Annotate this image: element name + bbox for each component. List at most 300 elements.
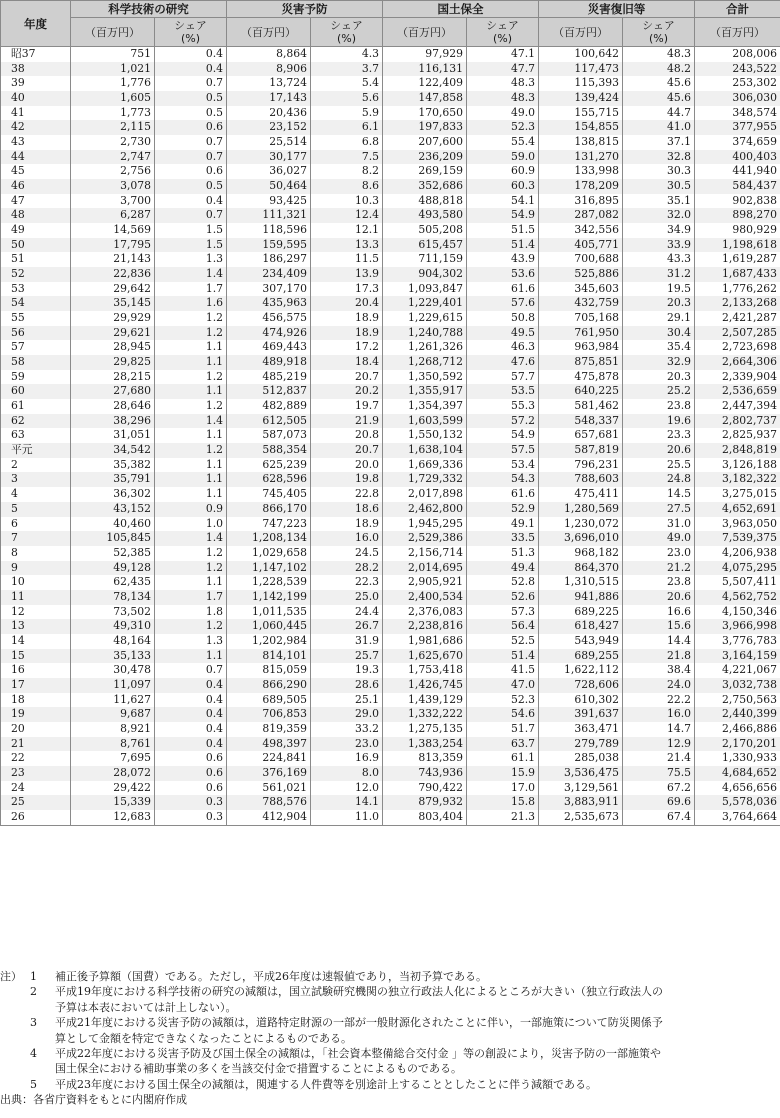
- value-cell: 1,198,618: [695, 238, 780, 253]
- table-row: [1, 502, 780, 517]
- value-cell: 1,330,933: [695, 751, 780, 766]
- value-cell: 14.4: [623, 634, 695, 649]
- value-cell: 1,776: [71, 76, 155, 91]
- value-cell: 10.3: [311, 194, 383, 209]
- value-cell: 18.9: [311, 326, 383, 341]
- value-cell: 1,332,222: [383, 707, 467, 722]
- value-cell: 49.4: [467, 561, 539, 576]
- value-cell: 689,255: [539, 649, 623, 664]
- table-row: [1, 707, 780, 722]
- value-cell: 3,182,322: [695, 472, 780, 487]
- value-cell: 67.2: [623, 781, 695, 796]
- value-cell: 2,536,659: [695, 384, 780, 399]
- table-row: [1, 472, 780, 487]
- value-cell: 50.8: [467, 311, 539, 326]
- value-cell: 902,838: [695, 194, 780, 209]
- table-row: [1, 62, 780, 77]
- value-cell: 1,275,135: [383, 722, 467, 737]
- value-cell: 32.8: [623, 150, 695, 165]
- value-cell: 474,926: [227, 326, 311, 341]
- value-cell: 879,932: [383, 795, 467, 810]
- year-cell: 52: [1, 267, 71, 282]
- value-cell: 1,354,397: [383, 399, 467, 414]
- footnote-prefix: 注）: [0, 970, 22, 983]
- value-cell: 234,409: [227, 267, 311, 282]
- share-header-label: シェア: [330, 19, 363, 32]
- table-row: [1, 751, 780, 766]
- value-cell: 813,359: [383, 751, 467, 766]
- value-cell: 19.7: [311, 399, 383, 414]
- value-cell: 1.5: [155, 238, 227, 253]
- value-cell: 20.7: [311, 443, 383, 458]
- year-cell: 9: [1, 561, 71, 576]
- value-cell: 1.7: [155, 282, 227, 297]
- value-cell: 16.0: [311, 531, 383, 546]
- table-row: [1, 531, 780, 546]
- year-cell: 60: [1, 384, 71, 399]
- value-cell: 29,825: [71, 355, 155, 370]
- value-cell: 47.1: [467, 47, 539, 62]
- year-header: 年度: [1, 1, 71, 47]
- value-cell: 20.6: [623, 590, 695, 605]
- value-cell: 105,845: [71, 531, 155, 546]
- value-cell: 2,535,673: [539, 810, 623, 825]
- value-cell: 1,383,254: [383, 737, 467, 752]
- value-cell: 6,287: [71, 208, 155, 223]
- share-header: [623, 18, 695, 47]
- value-cell: 28.6: [311, 678, 383, 693]
- value-cell: 561,021: [227, 781, 311, 796]
- value-cell: 2,825,937: [695, 428, 780, 443]
- share-header-unit: (%): [648, 32, 669, 45]
- value-cell: 1,029,658: [227, 546, 311, 561]
- value-cell: 29,422: [71, 781, 155, 796]
- value-cell: 29.1: [623, 311, 695, 326]
- value-cell: 788,603: [539, 472, 623, 487]
- value-cell: 118,596: [227, 223, 311, 238]
- value-cell: 3,275,015: [695, 487, 780, 502]
- value-cell: 21.3: [467, 810, 539, 825]
- value-cell: 610,302: [539, 693, 623, 708]
- value-cell: 512,837: [227, 384, 311, 399]
- value-cell: 1,981,686: [383, 634, 467, 649]
- value-cell: 9,687: [71, 707, 155, 722]
- value-cell: 1,638,104: [383, 443, 467, 458]
- year-cell: 平元: [1, 443, 71, 458]
- value-cell: 75.5: [623, 766, 695, 781]
- value-cell: 14.7: [623, 722, 695, 737]
- year-cell: 47: [1, 194, 71, 209]
- table-row: [1, 355, 780, 370]
- value-cell: 23,152: [227, 120, 311, 135]
- value-cell: 21,143: [71, 252, 155, 267]
- table-row: [1, 267, 780, 282]
- value-cell: 587,073: [227, 428, 311, 443]
- value-cell: 8,761: [71, 737, 155, 752]
- value-cell: 51.4: [467, 238, 539, 253]
- value-cell: 761,950: [539, 326, 623, 341]
- value-cell: 1.0: [155, 517, 227, 532]
- footnote-item: [0, 1046, 780, 1077]
- value-cell: 2,156,714: [383, 546, 467, 561]
- footnote-item: [0, 984, 780, 1015]
- value-cell: 4,150,346: [695, 605, 780, 620]
- value-cell: 139,424: [539, 91, 623, 106]
- value-cell: 482,889: [227, 399, 311, 414]
- value-cell: 377,955: [695, 120, 780, 135]
- value-cell: 6.1: [311, 120, 383, 135]
- value-cell: 363,471: [539, 722, 623, 737]
- value-cell: 543,949: [539, 634, 623, 649]
- value-cell: 45.6: [623, 91, 695, 106]
- value-cell: 1,439,129: [383, 693, 467, 708]
- value-cell: 52.8: [467, 575, 539, 590]
- value-cell: 0.7: [155, 208, 227, 223]
- value-cell: 1,228,539: [227, 575, 311, 590]
- value-cell: 48.3: [467, 91, 539, 106]
- value-cell: 1,280,569: [539, 502, 623, 517]
- value-cell: 1,605: [71, 91, 155, 106]
- value-cell: 43.3: [623, 252, 695, 267]
- year-cell: 21: [1, 737, 71, 752]
- value-cell: 1.4: [155, 267, 227, 282]
- value-cell: 788,576: [227, 795, 311, 810]
- value-cell: 279,789: [539, 737, 623, 752]
- value-cell: 0.4: [155, 722, 227, 737]
- value-cell: 20.3: [623, 370, 695, 385]
- table-row: [1, 164, 780, 179]
- table-row: [1, 120, 780, 135]
- table-row: [1, 561, 780, 576]
- table-row: [1, 384, 780, 399]
- value-cell: 49.5: [467, 326, 539, 341]
- value-cell: 287,082: [539, 208, 623, 223]
- table-row: [1, 238, 780, 253]
- value-cell: 2,400,534: [383, 590, 467, 605]
- value-cell: 22.2: [623, 693, 695, 708]
- value-cell: 12.0: [311, 781, 383, 796]
- share-header: [311, 18, 383, 47]
- table-row: [1, 399, 780, 414]
- footnote-item: [0, 1015, 780, 1046]
- value-cell: 968,182: [539, 546, 623, 561]
- value-cell: 3,536,475: [539, 766, 623, 781]
- value-cell: 43,152: [71, 502, 155, 517]
- value-cell: 3,696,010: [539, 531, 623, 546]
- value-cell: 33.5: [467, 531, 539, 546]
- value-cell: 8.0: [311, 766, 383, 781]
- value-cell: 3,776,783: [695, 634, 780, 649]
- year-cell: 16: [1, 663, 71, 678]
- value-cell: 815,059: [227, 663, 311, 678]
- value-cell: 269,159: [383, 164, 467, 179]
- footnote-line: 平成22年度における災害予防及び国土保全の減額は，「社会資本整備総合交付金 」等の創設により，災害予防の一部施策や: [55, 1047, 661, 1061]
- value-cell: 1,229,401: [383, 296, 467, 311]
- year-cell: 14: [1, 634, 71, 649]
- value-cell: 1.8: [155, 605, 227, 620]
- value-cell: 588,354: [227, 443, 311, 458]
- table-row: [1, 649, 780, 664]
- value-cell: 17,143: [227, 91, 311, 106]
- value-cell: 3,032,738: [695, 678, 780, 693]
- value-cell: 8,906: [227, 62, 311, 77]
- value-cell: 584,437: [695, 179, 780, 194]
- value-cell: 18.9: [311, 517, 383, 532]
- value-cell: 864,370: [539, 561, 623, 576]
- year-cell: 4: [1, 487, 71, 502]
- value-cell: 2,440,399: [695, 707, 780, 722]
- value-cell: 19.3: [311, 663, 383, 678]
- value-cell: 57.6: [467, 296, 539, 311]
- value-cell: 400,403: [695, 150, 780, 165]
- value-cell: 711,159: [383, 252, 467, 267]
- value-cell: 5,507,411: [695, 575, 780, 590]
- value-cell: 115,393: [539, 76, 623, 91]
- value-cell: 154,855: [539, 120, 623, 135]
- value-cell: 41.0: [623, 120, 695, 135]
- value-cell: 5.9: [311, 106, 383, 121]
- value-cell: 131,270: [539, 150, 623, 165]
- value-cell: 19.5: [623, 282, 695, 297]
- table-row: [1, 326, 780, 341]
- value-cell: 1,625,670: [383, 649, 467, 664]
- value-cell: 25.7: [311, 649, 383, 664]
- unit-header: （百万円）: [71, 18, 155, 47]
- value-cell: 48.3: [467, 76, 539, 91]
- year-cell: 49: [1, 223, 71, 238]
- value-cell: 47.0: [467, 678, 539, 693]
- value-cell: 657,681: [539, 428, 623, 443]
- value-cell: 8.6: [311, 179, 383, 194]
- table-row: [1, 428, 780, 443]
- value-cell: 819,359: [227, 722, 311, 737]
- value-cell: 1.1: [155, 384, 227, 399]
- table-row: [1, 106, 780, 121]
- value-cell: 28,072: [71, 766, 155, 781]
- value-cell: 53.5: [467, 384, 539, 399]
- value-cell: 751: [71, 47, 155, 62]
- table-row: [1, 634, 780, 649]
- value-cell: 147,858: [383, 91, 467, 106]
- value-cell: 44.7: [623, 106, 695, 121]
- share-header-label: シェア: [486, 19, 519, 32]
- value-cell: 1.3: [155, 634, 227, 649]
- value-cell: 17.2: [311, 340, 383, 355]
- value-cell: 29.0: [311, 707, 383, 722]
- value-cell: 207,600: [383, 135, 467, 150]
- value-cell: 1,142,199: [227, 590, 311, 605]
- value-cell: 803,404: [383, 810, 467, 825]
- year-cell: 10: [1, 575, 71, 590]
- value-cell: 45.6: [623, 76, 695, 91]
- value-cell: 46.3: [467, 340, 539, 355]
- value-cell: 1,240,788: [383, 326, 467, 341]
- year-cell: 59: [1, 370, 71, 385]
- value-cell: 316,895: [539, 194, 623, 209]
- value-cell: 54.9: [467, 208, 539, 223]
- value-cell: 33.9: [623, 238, 695, 253]
- value-cell: 19.6: [623, 414, 695, 429]
- value-cell: 31.2: [623, 267, 695, 282]
- unit-header: （百万円）: [383, 18, 467, 47]
- value-cell: 2,664,306: [695, 355, 780, 370]
- value-cell: 689,225: [539, 605, 623, 620]
- share-header-unit: (%): [492, 32, 513, 45]
- value-cell: 21.8: [623, 649, 695, 664]
- year-cell: 48: [1, 208, 71, 223]
- value-cell: 1,753,418: [383, 663, 467, 678]
- value-cell: 0.4: [155, 737, 227, 752]
- value-cell: 0.5: [155, 106, 227, 121]
- year-cell: 18: [1, 693, 71, 708]
- table-row: [1, 605, 780, 620]
- value-cell: 548,337: [539, 414, 623, 429]
- table-row: [1, 150, 780, 165]
- value-cell: 5.4: [311, 76, 383, 91]
- value-cell: 55.4: [467, 135, 539, 150]
- table-row: [1, 619, 780, 634]
- value-cell: 0.4: [155, 62, 227, 77]
- table-row: [1, 722, 780, 737]
- group-header-prevention: 災害予防: [227, 1, 383, 18]
- value-cell: 0.9: [155, 502, 227, 517]
- table-row: [1, 795, 780, 810]
- value-cell: 63.7: [467, 737, 539, 752]
- value-cell: 3,700: [71, 194, 155, 209]
- year-cell: 6: [1, 517, 71, 532]
- value-cell: 170,650: [383, 106, 467, 121]
- value-cell: 2,747: [71, 150, 155, 165]
- value-cell: 61.6: [467, 282, 539, 297]
- value-cell: 30.5: [623, 179, 695, 194]
- value-cell: 24.0: [623, 678, 695, 693]
- table-row: [1, 590, 780, 605]
- value-cell: 159,595: [227, 238, 311, 253]
- value-cell: 16.0: [623, 707, 695, 722]
- value-cell: 27,680: [71, 384, 155, 399]
- value-cell: 111,321: [227, 208, 311, 223]
- value-cell: 1.2: [155, 370, 227, 385]
- table-row: [1, 458, 780, 473]
- value-cell: 61.1: [467, 751, 539, 766]
- value-cell: 0.5: [155, 179, 227, 194]
- value-cell: 31.0: [623, 517, 695, 532]
- value-cell: 53.6: [467, 267, 539, 282]
- value-cell: 48.2: [623, 62, 695, 77]
- value-cell: 18.4: [311, 355, 383, 370]
- value-cell: 11.0: [311, 810, 383, 825]
- value-cell: 40,460: [71, 517, 155, 532]
- footnote-item: [0, 1077, 780, 1092]
- value-cell: 32.9: [623, 355, 695, 370]
- year-cell: 26: [1, 810, 71, 825]
- value-cell: 30,177: [227, 150, 311, 165]
- value-cell: 1.6: [155, 296, 227, 311]
- value-cell: 3,126,188: [695, 458, 780, 473]
- unit-header: （百万円）: [695, 18, 780, 47]
- value-cell: 2,507,285: [695, 326, 780, 341]
- value-cell: 475,411: [539, 487, 623, 502]
- value-cell: 3.7: [311, 62, 383, 77]
- value-cell: 640,225: [539, 384, 623, 399]
- value-cell: 27.5: [623, 502, 695, 517]
- value-cell: 51.5: [467, 223, 539, 238]
- value-cell: 1,355,917: [383, 384, 467, 399]
- value-cell: 4,221,067: [695, 663, 780, 678]
- year-cell: 22: [1, 751, 71, 766]
- value-cell: 3,966,998: [695, 619, 780, 634]
- value-cell: 1,776,262: [695, 282, 780, 297]
- value-cell: 1,603,599: [383, 414, 467, 429]
- value-cell: 941,886: [539, 590, 623, 605]
- value-cell: 21.2: [623, 561, 695, 576]
- value-cell: 3,164,159: [695, 649, 780, 664]
- value-cell: 54.3: [467, 472, 539, 487]
- table-row: [1, 781, 780, 796]
- value-cell: 49,128: [71, 561, 155, 576]
- year-cell: 53: [1, 282, 71, 297]
- value-cell: 0.4: [155, 678, 227, 693]
- value-cell: 116,131: [383, 62, 467, 77]
- year-cell: 44: [1, 150, 71, 165]
- table-row: [1, 296, 780, 311]
- value-cell: 1.4: [155, 414, 227, 429]
- value-cell: 1.1: [155, 340, 227, 355]
- footnote-line: 補正後予算額（国費）である。ただし，平成26年度は速報値であり，当初予算である。: [55, 970, 487, 983]
- value-cell: 60.9: [467, 164, 539, 179]
- year-cell: 5: [1, 502, 71, 517]
- year-cell: 2: [1, 458, 71, 473]
- value-cell: 1.4: [155, 531, 227, 546]
- footnote-number: 2: [30, 985, 37, 999]
- value-cell: 28.2: [311, 561, 383, 576]
- year-cell: 50: [1, 238, 71, 253]
- value-cell: 6.8: [311, 135, 383, 150]
- value-cell: 618,427: [539, 619, 623, 634]
- value-cell: 0.7: [155, 135, 227, 150]
- year-cell: 3: [1, 472, 71, 487]
- value-cell: 1,021: [71, 62, 155, 77]
- value-cell: 2,750,563: [695, 693, 780, 708]
- table-row: [1, 370, 780, 385]
- table-row: [1, 575, 780, 590]
- value-cell: 34.9: [623, 223, 695, 238]
- value-cell: 52.3: [467, 693, 539, 708]
- value-cell: 866,290: [227, 678, 311, 693]
- table-row: [1, 135, 780, 150]
- value-cell: 133,998: [539, 164, 623, 179]
- value-cell: 1,268,712: [383, 355, 467, 370]
- value-cell: 456,575: [227, 311, 311, 326]
- value-cell: 1,093,847: [383, 282, 467, 297]
- value-cell: 4,684,652: [695, 766, 780, 781]
- value-cell: 13.9: [311, 267, 383, 282]
- year-cell: 61: [1, 399, 71, 414]
- value-cell: 36,027: [227, 164, 311, 179]
- group-header-conservation: 国土保全: [383, 1, 539, 18]
- value-cell: 3,129,561: [539, 781, 623, 796]
- value-cell: 1,619,287: [695, 252, 780, 267]
- year-cell: 11: [1, 590, 71, 605]
- value-cell: 18.6: [311, 502, 383, 517]
- value-cell: 625,239: [227, 458, 311, 473]
- value-cell: 2,238,816: [383, 619, 467, 634]
- group-header-research: 科学技術の研究: [71, 1, 227, 18]
- value-cell: 20.8: [311, 428, 383, 443]
- table-row: [1, 737, 780, 752]
- value-cell: 138,815: [539, 135, 623, 150]
- value-cell: 31,051: [71, 428, 155, 443]
